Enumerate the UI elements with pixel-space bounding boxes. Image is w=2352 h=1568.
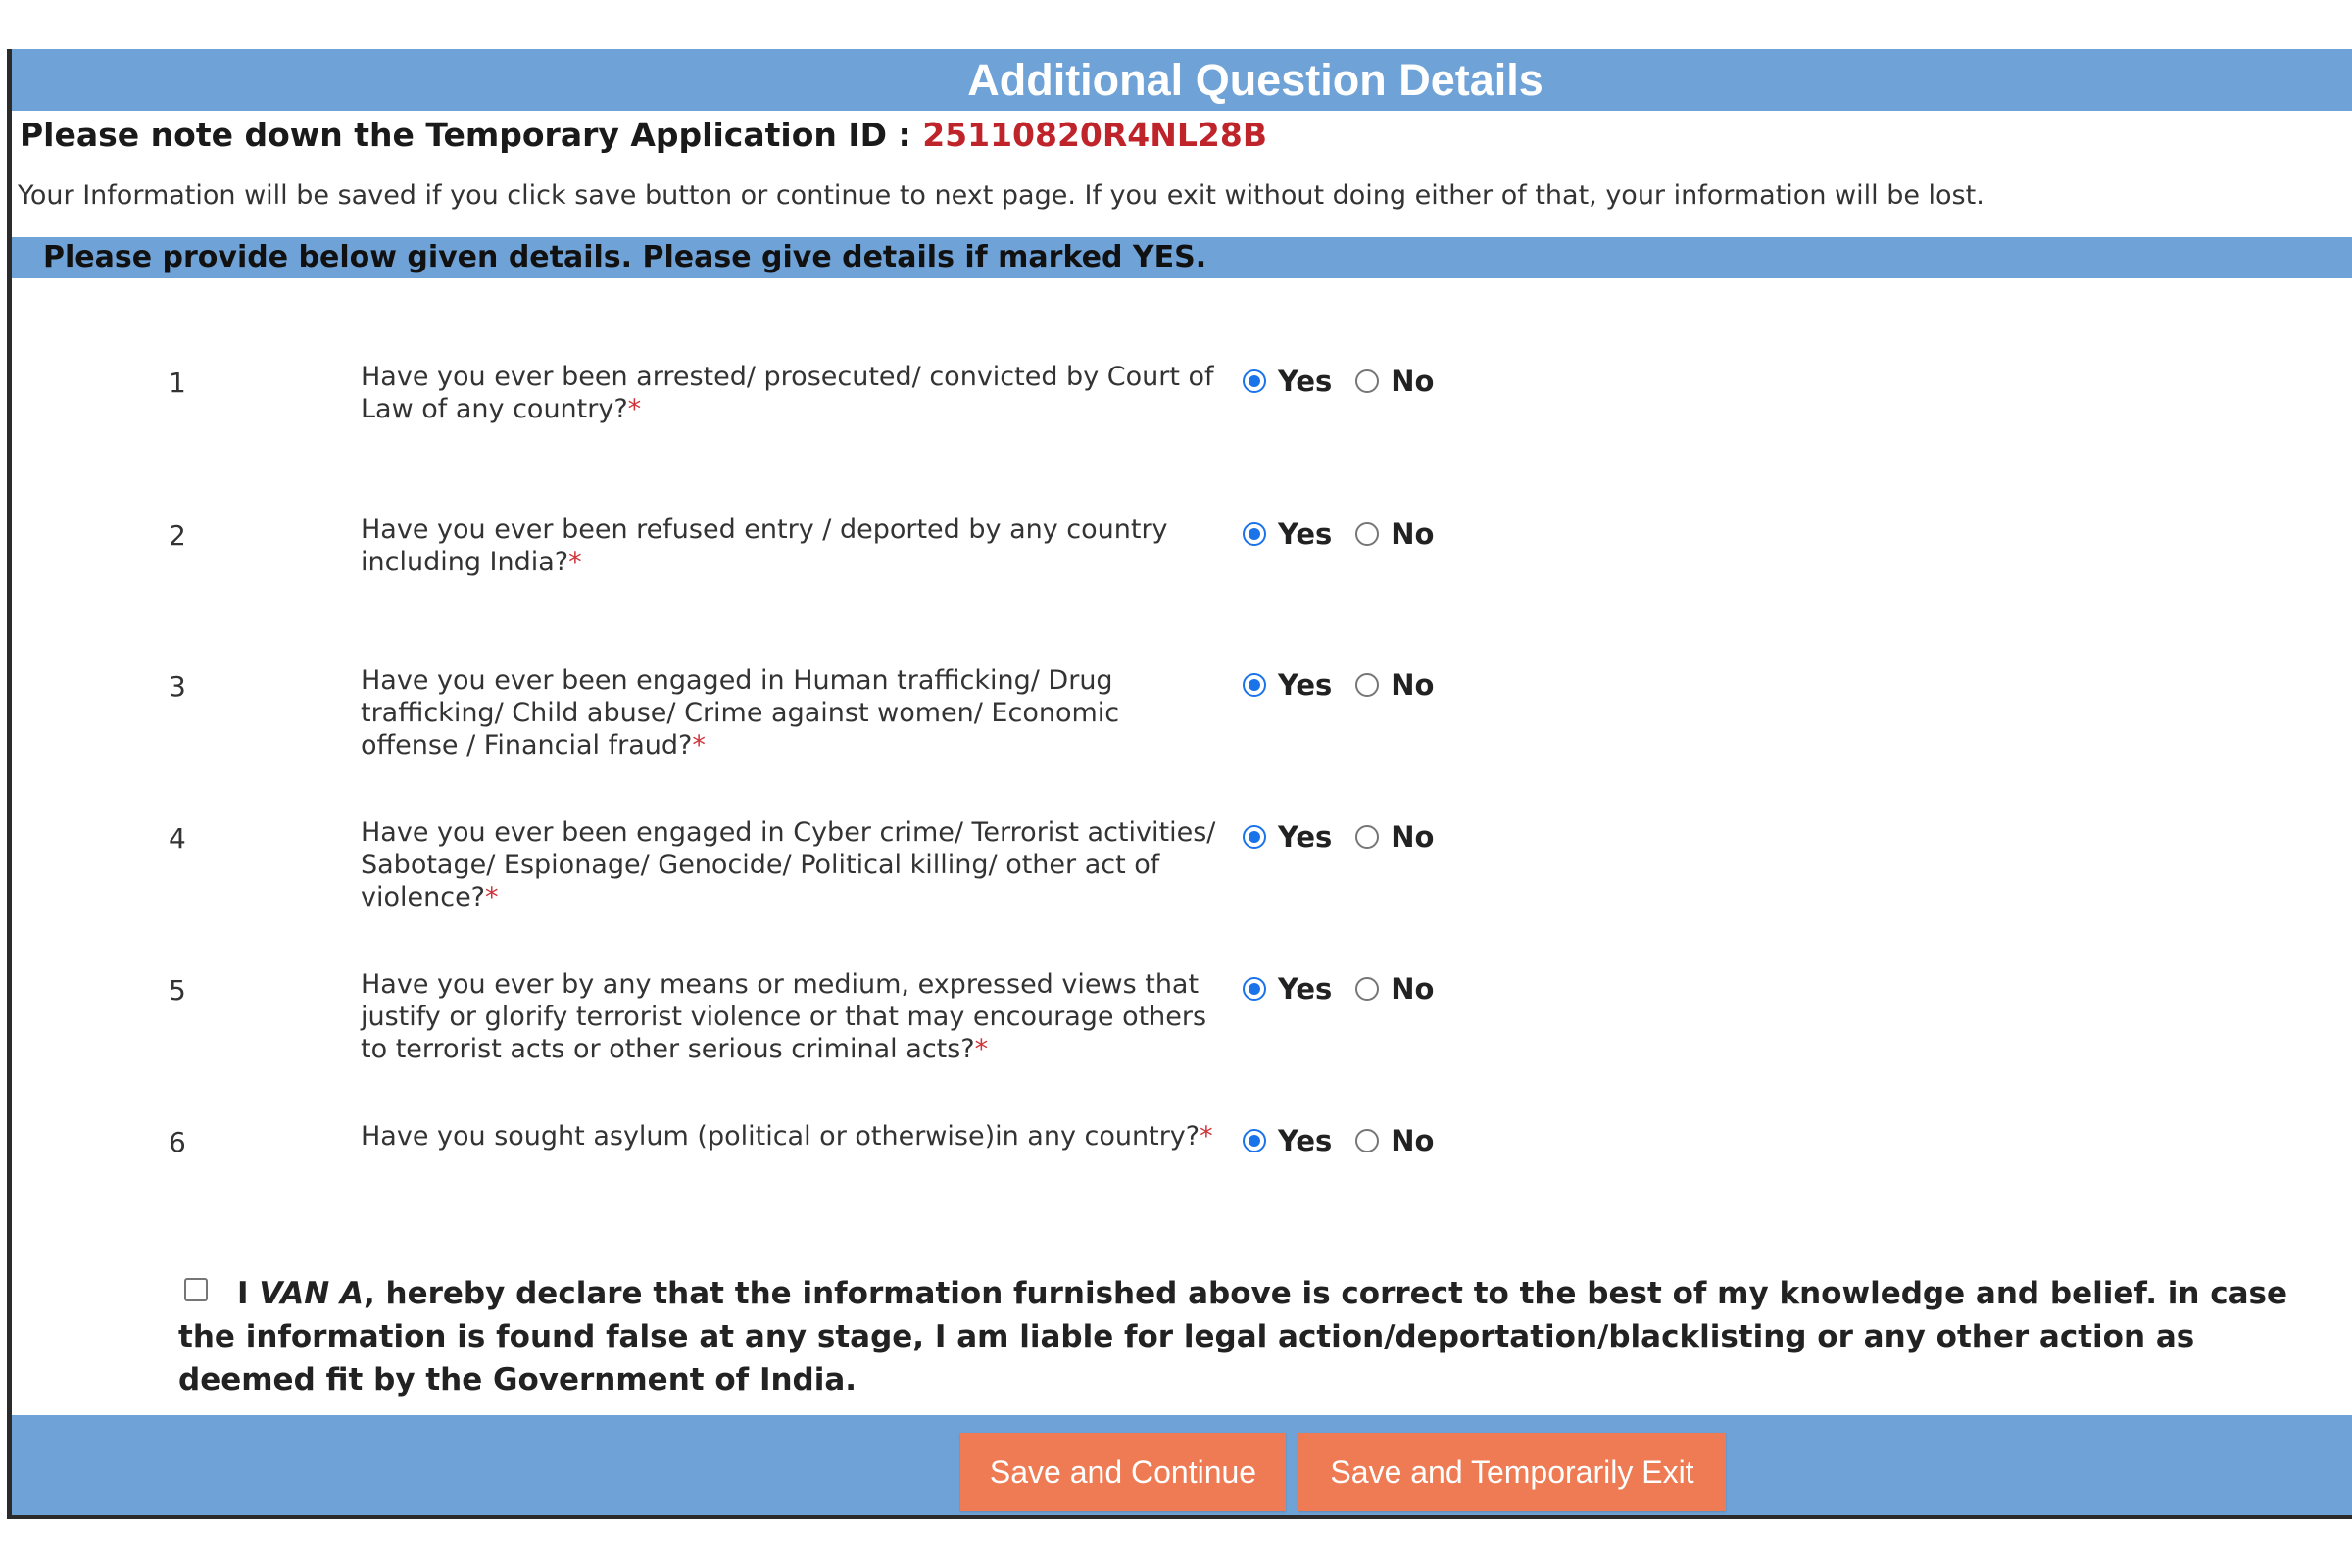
question-text [361,664,1223,761]
required-mark: * [627,394,642,424]
save-and-continue-button[interactable]: Save and Continue [960,1433,1286,1511]
radio-yes-label[interactable]: Yes [1278,517,1333,551]
declaration-text [178,1272,2315,1401]
radio-yes-label[interactable]: Yes [1278,820,1333,854]
question-text [361,1120,1223,1152]
question-label: Have you ever been arrested/ prosecuted/ convicted by Court of Law of any country? [361,362,1214,424]
question-number: 3 [169,670,186,703]
radio-yes[interactable] [1243,369,1266,393]
question-text [361,968,1223,1065]
radio-no-label[interactable]: No [1391,1124,1435,1157]
radio-no[interactable] [1355,369,1379,393]
radio-yes-label[interactable]: Yes [1278,668,1333,702]
form-frame [7,49,2352,1519]
radio-yes[interactable] [1243,1129,1266,1152]
question-number: 2 [169,519,186,552]
radio-no-label[interactable]: No [1391,517,1435,551]
question-text [361,816,1223,913]
question-number: 5 [169,974,186,1006]
radio-no-label[interactable]: No [1391,365,1435,398]
required-mark: * [1200,1121,1213,1152]
answer-radio-group [1243,365,1457,398]
answer-radio-group [1243,972,1457,1005]
radio-yes-label[interactable]: Yes [1278,972,1333,1005]
question-number: 1 [169,367,186,399]
question-label: Have you ever been engaged in Human trafficking/ Drug trafficking/ Child abuse/ Crime against women/ Economic offense / Financial fraud? [361,665,1120,760]
temp-id-label: Please note down the Temporary Application ID : [20,116,923,154]
radio-yes-label[interactable]: Yes [1278,1124,1333,1157]
radio-no-label[interactable]: No [1391,820,1435,854]
footer-bar [12,1415,2352,1515]
radio-no-label[interactable]: No [1391,668,1435,702]
radio-yes[interactable] [1243,977,1266,1001]
radio-yes[interactable] [1243,825,1266,849]
radio-no[interactable] [1355,977,1379,1001]
question-label: Have you ever been engaged in Cyber crime/ Terrorist activities/ Sabotage/ Espionage/ Genocide/ Political killing/ other act of violence? [361,817,1216,912]
question-number: 4 [169,822,186,855]
radio-yes-label[interactable]: Yes [1278,365,1333,398]
title-bar [12,49,2352,111]
question-label: Have you ever been refused entry / deported by any country including India? [361,514,1168,577]
radio-no-label[interactable]: No [1391,972,1435,1005]
radio-no[interactable] [1355,673,1379,697]
radio-no[interactable] [1355,825,1379,849]
answer-radio-group [1243,820,1457,854]
declaration-prefix: I [237,1276,260,1311]
radio-yes[interactable] [1243,673,1266,697]
question-text [361,361,1223,425]
required-mark: * [485,882,499,912]
question-label: Have you sought asylum (political or otherwise)in any country? [361,1121,1200,1152]
radio-no[interactable] [1355,1129,1379,1152]
required-mark: * [974,1034,989,1064]
declaration-body: , hereby declare that the information furnished above is correct to the best of my knowledge and belief. in case the information is found false at any stage, I am liable for legal action/deportation/blacklisting or any other action as deemed fit by the Government of India. [178,1276,2288,1397]
answer-radio-group [1243,668,1457,702]
question-label: Have you ever by any means or medium, expressed views that justify or glorify terrorist violence or that may encourage others to terrorist acts or other serious criminal acts? [361,969,1207,1064]
answer-radio-group [1243,1124,1457,1157]
required-mark: * [568,547,582,577]
temp-id-line [20,112,1267,159]
page-title: Additional Question Details [967,54,1544,105]
save-and-exit-button[interactable]: Save and Temporarily Exit [1298,1433,1726,1511]
radio-yes[interactable] [1243,522,1266,546]
question-text [361,514,1223,578]
section-header: Please provide below given details. Please give details if marked YES. [12,237,2352,278]
question-number: 6 [169,1126,186,1158]
temp-id-value: 25110820R4NL28B [922,116,1267,154]
required-mark: * [692,730,706,760]
radio-no[interactable] [1355,522,1379,546]
answer-radio-group [1243,517,1457,551]
save-note: Your Information will be saved if you click save button or continue to next page. If you exit without doing either of that, your information will be lost. [18,180,1984,211]
declarant-name: VAN A [259,1276,364,1311]
